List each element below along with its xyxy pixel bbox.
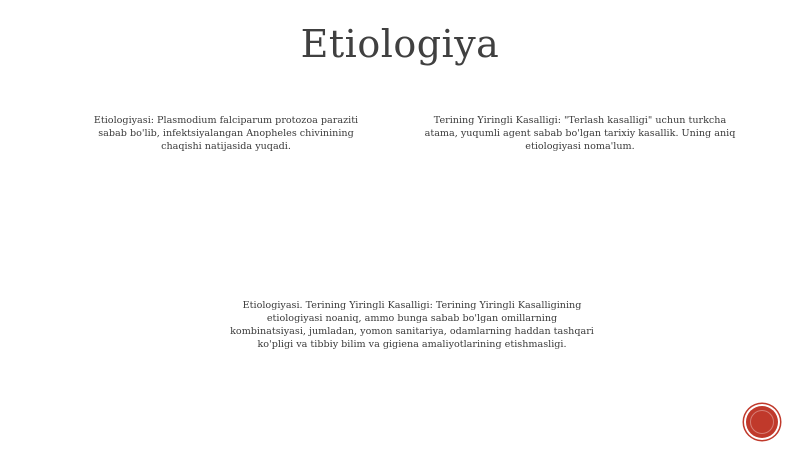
text-block-bottom: Etiologiyasi. Terining Yiringli Kasalligi: Terining Yiringli Kasalligining etiologiyasi noaniq, ammo bunga sabab bo'lgan omillarning kombinatsiyasi, jumladan, yomon sanitariya, odamlarning haddan tashqari ko'pligi va tibbiy bilim va gigiena amaliyotlarining etishmasligi. <box>230 300 594 350</box>
circle-button-icon <box>750 410 774 434</box>
slide-title: Etiologiya <box>300 22 500 66</box>
slide-nav-button[interactable] <box>746 406 778 438</box>
text-block-right: Terining Yiringli Kasalligi: "Terlash kasalligi" uchun turkcha atama, yuqumli agent sabab bo'lgan tarixiy kasallik. Uning aniq etiologiyasi noma'lum. <box>424 115 736 152</box>
text-block-left: Etiologiyasi: Plasmodium falciparum protozoa paraziti sabab bo'lib, infektsiyalangan Anopheles chivinining chaqishi natijasida yuqadi. <box>93 115 359 152</box>
